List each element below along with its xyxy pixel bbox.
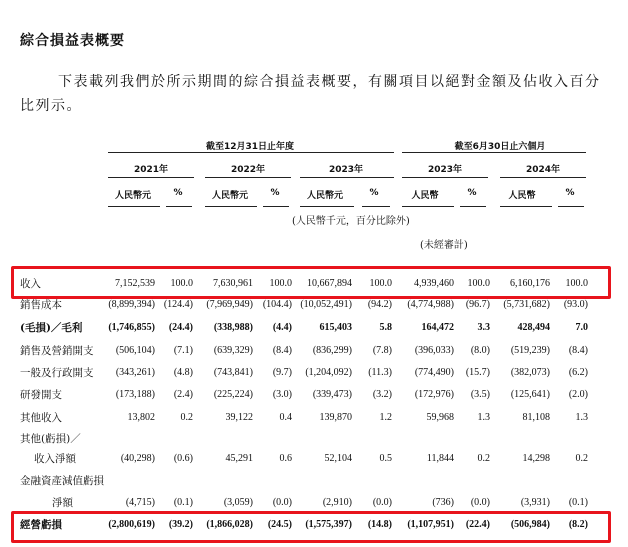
unit-rule-4 bbox=[263, 206, 289, 207]
unit-pct-2024-h1: % bbox=[565, 188, 575, 198]
row-value-col-1: 13,802 bbox=[127, 412, 155, 423]
row-value-col-1: (40,298) bbox=[120, 453, 155, 464]
row-value-col-10: 7.0 bbox=[575, 322, 588, 333]
row-value-col-5: (10,052,491) bbox=[300, 299, 352, 310]
row-value-col-1: (4,715) bbox=[125, 497, 155, 508]
row-value-col-3: (7,969,949) bbox=[206, 299, 253, 310]
row-label: 收入 bbox=[20, 278, 41, 290]
row-value-col-7: (396,033) bbox=[414, 345, 454, 356]
row-label: 經營虧損 bbox=[20, 519, 62, 531]
row-value-col-5: 52,104 bbox=[324, 453, 352, 464]
row-value-col-1: (2,800,619) bbox=[108, 519, 155, 530]
unaudited-note: (未經審計) bbox=[420, 240, 468, 251]
unit-pct-2021: % bbox=[173, 188, 183, 198]
row-value-col-6: (0.0) bbox=[372, 497, 392, 508]
unit-rmb-2021: 人民幣元 bbox=[114, 191, 151, 201]
row-value-col-7: (774,490) bbox=[414, 367, 454, 378]
row-value-col-9: (506,984) bbox=[510, 519, 550, 530]
unit-rmb-2023: 人民幣元 bbox=[306, 191, 343, 201]
row-value-col-5: 615,403 bbox=[319, 322, 352, 333]
intro-paragraph: 下表載列我們於所示期間的綜合損益表概要，有關項目以絕對金額及佔收入百分比列示。 bbox=[20, 74, 601, 114]
row-value-col-4: 100.0 bbox=[269, 278, 292, 289]
row-value-col-10: (8.2) bbox=[568, 519, 588, 530]
header-year-2024-h1: 2024年 bbox=[525, 165, 561, 175]
row-value-col-2: (4.8) bbox=[173, 367, 193, 378]
row-value-col-7: 11,844 bbox=[426, 453, 454, 464]
row-value-col-3: 45,291 bbox=[225, 453, 253, 464]
row-label: 一般及行政開支 bbox=[20, 367, 94, 379]
row-value-col-2: (0.6) bbox=[173, 453, 193, 464]
table-row-admin-expenses bbox=[0, 364, 628, 382]
row-value-col-3: (639,329) bbox=[213, 345, 253, 356]
row-value-col-2: (39.2) bbox=[168, 519, 193, 530]
section-title: 綜合損益表概要 bbox=[20, 33, 125, 49]
row-value-col-3: (338,988) bbox=[213, 322, 253, 333]
row-value-col-8: 3.3 bbox=[477, 322, 490, 333]
table-row-rnd-expenses bbox=[0, 386, 628, 404]
row-value-col-3: 7,630,961 bbox=[213, 278, 253, 289]
row-value-col-2: (124.4) bbox=[163, 299, 193, 310]
row-value-col-8: (22.4) bbox=[465, 519, 490, 530]
row-label: 銷售及營銷開支 bbox=[20, 345, 94, 357]
row-value-col-7: (4,774,988) bbox=[407, 299, 454, 310]
header-year-2023: 2023年 bbox=[328, 165, 364, 175]
row-value-col-3: (3,059) bbox=[223, 497, 253, 508]
row-value-col-10: 1.3 bbox=[575, 412, 588, 423]
header-year-rule-5 bbox=[500, 177, 586, 178]
row-value-col-8: (96.7) bbox=[465, 299, 490, 310]
row-label: 其他收入 bbox=[20, 412, 62, 424]
row-value-col-9: (125,641) bbox=[510, 389, 550, 400]
row-value-col-5: 10,667,894 bbox=[307, 278, 352, 289]
row-value-col-1: (343,261) bbox=[115, 367, 155, 378]
row-value-col-9: (5,731,682) bbox=[503, 299, 550, 310]
row-value-col-4: (104.4) bbox=[262, 299, 292, 310]
row-value-col-6: (11.3) bbox=[368, 367, 392, 378]
row-value-col-1: 7,152,539 bbox=[115, 278, 155, 289]
row-value-col-2: 100.0 bbox=[170, 278, 193, 289]
row-value-col-5: (836,299) bbox=[312, 345, 352, 356]
row-value-col-2: 0.2 bbox=[180, 412, 193, 423]
header-year-rule-4 bbox=[402, 177, 488, 178]
row-value-col-8: 100.0 bbox=[467, 278, 490, 289]
unit-rule-6 bbox=[362, 206, 390, 207]
row-value-col-9: 81,108 bbox=[522, 412, 550, 423]
row-label: (毛損)／毛利 bbox=[20, 322, 83, 334]
header-year-2022: 2022年 bbox=[230, 165, 266, 175]
row-label: 研發開支 bbox=[20, 389, 62, 401]
row-value-col-9: (382,073) bbox=[510, 367, 550, 378]
row-value-col-4: 0.4 bbox=[279, 412, 292, 423]
unit-rule-7 bbox=[402, 206, 454, 207]
unit-pct-2023: % bbox=[369, 188, 379, 198]
header-year-rule-1 bbox=[108, 177, 194, 178]
unit-rule-5 bbox=[300, 206, 354, 207]
row-value-col-6: (14.8) bbox=[367, 519, 392, 530]
unit-rmb-2022: 人民幣元 bbox=[211, 191, 248, 201]
row-value-col-7: (736) bbox=[432, 497, 454, 508]
row-value-col-1: (173,188) bbox=[115, 389, 155, 400]
row-value-col-4: (8.4) bbox=[272, 345, 292, 356]
row-value-col-6: 1.2 bbox=[379, 412, 392, 423]
row-label: 淨額 bbox=[52, 497, 73, 509]
row-value-col-4: (0.0) bbox=[272, 497, 292, 508]
row-value-col-10: (93.0) bbox=[563, 299, 588, 310]
row-value-col-2: (24.4) bbox=[168, 322, 193, 333]
header-group-year: 截至12月31日止年度 bbox=[205, 142, 295, 152]
row-value-col-5: (1,575,397) bbox=[305, 519, 352, 530]
row-value-col-7: 4,939,460 bbox=[414, 278, 454, 289]
row-value-col-7: 59,968 bbox=[426, 412, 454, 423]
row-value-col-5: 139,870 bbox=[319, 412, 352, 423]
row-value-col-3: (1,866,028) bbox=[206, 519, 253, 530]
highlight-operating-loss-box bbox=[11, 511, 611, 543]
unit-rule-2 bbox=[166, 206, 192, 207]
row-value-col-2: (0.1) bbox=[173, 497, 193, 508]
row-value-col-5: (339,473) bbox=[312, 389, 352, 400]
row-value-col-7: (1,107,951) bbox=[407, 519, 454, 530]
unit-rule-10 bbox=[558, 206, 584, 207]
table-row-other-loss-label bbox=[0, 430, 628, 448]
header-group-six-months: 截至6月30日止六個月 bbox=[454, 142, 546, 152]
row-value-col-6: 0.5 bbox=[379, 453, 392, 464]
table-row-other-income bbox=[0, 409, 628, 427]
table-row-impairment-net bbox=[0, 494, 628, 512]
row-value-col-10: 100.0 bbox=[565, 278, 588, 289]
row-value-col-9: 14,298 bbox=[522, 453, 550, 464]
unit-rule-1 bbox=[108, 206, 160, 207]
row-value-col-4: (24.5) bbox=[267, 519, 292, 530]
table-row-selling-expenses bbox=[0, 342, 628, 360]
row-value-col-2: (7.1) bbox=[173, 345, 193, 356]
row-value-col-4: 0.6 bbox=[279, 453, 292, 464]
row-value-col-8: (15.7) bbox=[465, 367, 490, 378]
row-label: 其他(虧損)／ bbox=[20, 433, 81, 445]
row-value-col-3: (225,224) bbox=[213, 389, 253, 400]
row-value-col-8: (8.0) bbox=[470, 345, 490, 356]
row-value-col-6: 100.0 bbox=[369, 278, 392, 289]
header-group-year-rule bbox=[108, 152, 394, 153]
row-value-col-6: (7.8) bbox=[372, 345, 392, 356]
row-value-col-10: (6.2) bbox=[568, 367, 588, 378]
row-value-col-8: 0.2 bbox=[477, 453, 490, 464]
row-value-col-5: (1,204,092) bbox=[305, 367, 352, 378]
row-value-col-8: 1.3 bbox=[477, 412, 490, 423]
unit-pct-2022: % bbox=[270, 188, 280, 198]
row-value-col-8: (0.0) bbox=[470, 497, 490, 508]
row-value-col-6: (3.2) bbox=[372, 389, 392, 400]
row-value-col-10: 0.2 bbox=[575, 453, 588, 464]
header-group-six-months-rule bbox=[402, 152, 586, 153]
row-value-col-9: (3,931) bbox=[520, 497, 550, 508]
row-value-col-4: (4.4) bbox=[272, 322, 292, 333]
row-label: 收入淨額 bbox=[34, 453, 76, 465]
row-value-col-4: (3.0) bbox=[272, 389, 292, 400]
row-value-col-8: (3.5) bbox=[470, 389, 490, 400]
unit-rmb-2023-h1: 人民幣 bbox=[411, 191, 439, 201]
header-year-rule-3 bbox=[300, 177, 394, 178]
row-value-col-10: (2.0) bbox=[568, 389, 588, 400]
highlight-revenue-box bbox=[11, 266, 611, 299]
row-value-col-10: (0.1) bbox=[568, 497, 588, 508]
row-value-col-9: 428,494 bbox=[517, 322, 550, 333]
row-value-col-5: (2,910) bbox=[322, 497, 352, 508]
row-value-col-6: 5.8 bbox=[379, 322, 392, 333]
table-row-other-loss-net bbox=[0, 450, 628, 468]
row-value-col-7: 164,472 bbox=[421, 322, 454, 333]
row-value-col-3: (743,841) bbox=[213, 367, 253, 378]
unit-rule-3 bbox=[205, 206, 257, 207]
table-row-gross-profit bbox=[0, 319, 628, 337]
row-label: 金融資產減值虧損 bbox=[20, 475, 104, 487]
row-value-col-1: (506,104) bbox=[115, 345, 155, 356]
header-year-rule-2 bbox=[205, 177, 291, 178]
row-value-col-7: (172,976) bbox=[414, 389, 454, 400]
unit-rmb-2024-h1: 人民幣 bbox=[508, 191, 536, 201]
unit-note: (人民幣千元，百分比除外) bbox=[292, 216, 410, 227]
header-year-2021: 2021年 bbox=[133, 165, 169, 175]
row-value-col-6: (94.2) bbox=[367, 299, 392, 310]
row-value-col-10: (8.4) bbox=[568, 345, 588, 356]
row-value-col-9: 6,160,176 bbox=[510, 278, 550, 289]
row-value-col-1: (1,746,855) bbox=[108, 322, 155, 333]
unit-pct-2023-h1: % bbox=[467, 188, 477, 198]
table-row-impairment-label bbox=[0, 472, 628, 490]
row-value-col-3: 39,122 bbox=[225, 412, 253, 423]
unit-rule-8 bbox=[460, 206, 486, 207]
row-value-col-2: (2.4) bbox=[173, 389, 193, 400]
row-value-col-9: (519,239) bbox=[510, 345, 550, 356]
row-value-col-4: (9.7) bbox=[272, 367, 292, 378]
header-year-2023-h1: 2023年 bbox=[427, 165, 463, 175]
row-value-col-1: (8,899,394) bbox=[108, 299, 155, 310]
row-label: 銷售成本 bbox=[20, 299, 62, 311]
unit-rule-9 bbox=[500, 206, 552, 207]
